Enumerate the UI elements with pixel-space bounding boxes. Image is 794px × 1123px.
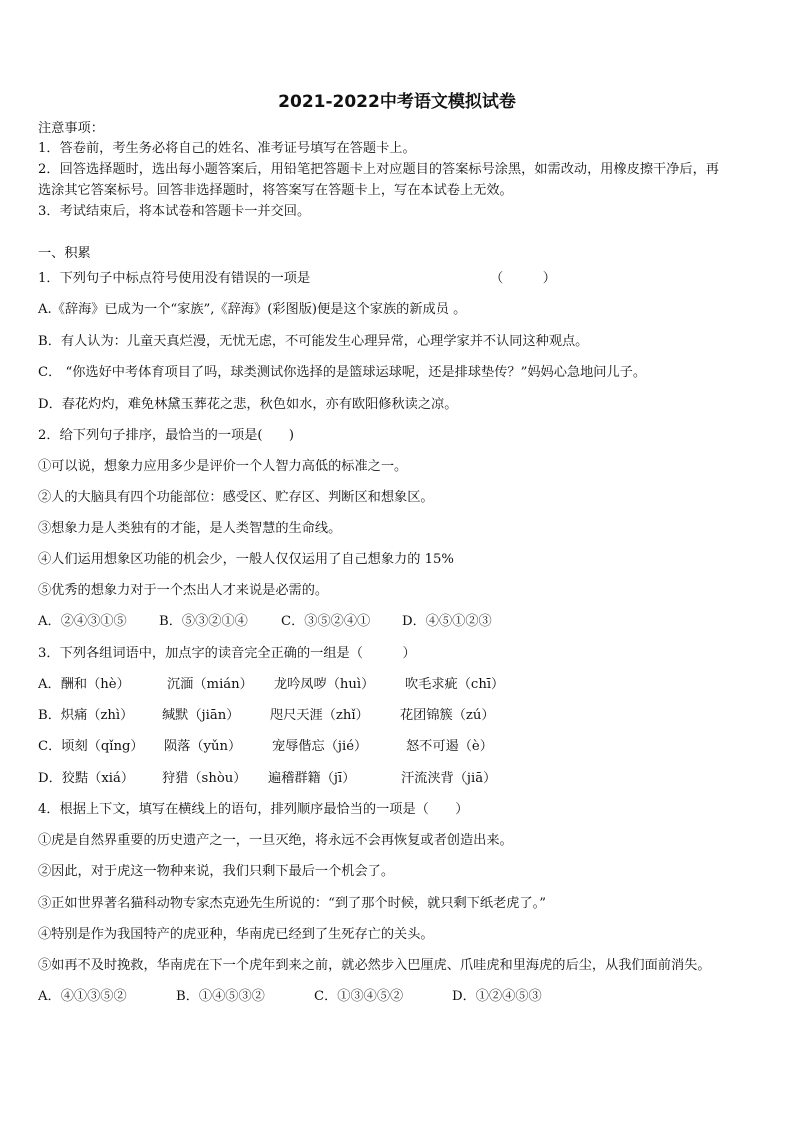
option: B．①④⑤③② [176,989,265,1004]
notice-heading: 注意事项： [38,121,104,136]
notice-item: 选涂其它答案标号。回答非选择题时，将答案写在答题卡上，写在本试卷上无效。 [38,183,513,198]
question-2-sentence: ④人们运用想象区功能的机会少，一般人仅仅运用了自己想象力的 15% [38,552,454,567]
question-2-stem: 2．给下列句子排序，最恰当的一项是( ) [38,428,295,443]
question-2-sentence: ①可以说，想象力应用多少是评价一个人智力高低的标准之一。 [38,459,408,474]
question-3-stem: 3．下列各组词语中，加点字的读音完全正确的一组是（ ） [38,646,416,661]
question-1-stem: 1．下列句子中标点符号使用没有错误的一项是 [38,271,311,286]
option: D．④⑤①②③ [402,614,492,629]
option: B．⑤③②①④ [159,614,248,629]
question-4-sentence: ③正如世界著名猫科动物专家杰克逊先生所说的：“到了那个时候，就只剩下纸老虎了。” [38,896,547,911]
question-2-sentence: ③想象力是人类独有的才能，是人类智慧的生命线。 [38,521,342,536]
answer-blank: （ ） [490,271,556,286]
question-4-sentence: ④特别是作为我国特产的虎亚种，华南虎已经到了生死存亡的关头。 [38,927,434,942]
exam-page: 2021-2022中考语文模拟试卷 注意事项： 1．答卷前，考生务必将自己的姓名、准考证号填写在答题卡上。 2．回答选择题时，选出每小题答案后，用铅笔把答题卡上对应题目的答案标号涂黑，如需改动，用橡皮擦干净后，再 选涂其它答案标号。回答非选择题时，将答案写在答题卡上，写在本试卷上无效。 3．考试结束后，将本试卷和答题卡一并交回。 一、积累 1．下列句子中标点符号使用没有错误的一项是 （ ） A.《辞海》已成为一个“家族”,《辞海》(彩图版)便是这个家族的新成员 。 B．有人认为：儿童天真烂漫，无忧无虑，不可能发生心理异常，心理学家并不认同这种观点。 C． “你选好中考体育项目了吗，球类测试你选择的是篮球运球呢，还是排球垫传？”妈妈心急地问儿子。 D．春花灼灼，难免林黛玉葬花之悲，秋色如水，亦有欧阳修秋读之凉。 2．给下列句子排序，最恰当的一项是( ) ①可以说，想象力应用多少是评价一个人智力高低的标准之一。 ②人的大脑具有四个功能部位：感受区、贮存区、判断区和想象区。 ③想象力是人类独有的才能，是人类智慧的生命线。 ④人们运用想象区功能的机会少，一般人仅仅运用了自己想象力的 15% ⑤优秀的想象力对于一个杰出人才来说是必需的。 A．②④③①⑤ B．⑤③②①④ C．③⑤②④① D．④⑤①②③ 3．下列各组词语中，加点字的读音完全正确的一组是（ ） A．酬和（hè） 沉湎（mián） 龙吟凤哕（huì） 吹毛求疵（chī） B．炽痛（zhì） 缄默（jiān） 咫尺天涯（zhǐ） 花团锦簇（zú） C．顷刻（qǐng） 陨落（yǔn） 宠辱偕忘（jié） 怒不可遏（è） D．狡黠（xiá） 狩猎（shòu） 遍稽群籍（jī） 汗流浃背（jiā） 4．根据上下文，填写在横线上的语句，排列顺序最恰当的一项是（ ） ①虎是自然界重要的历史遗产之一，一旦灭绝，将永远不会再恢复或者创造出来。 ②因此，对于虎这一物种来说，我们只剩下最后一个机会了。 ③正如世界著名猫科动物专家杰克逊先生所说的：“到了那个时候，就只剩下纸老虎了。” ④特别是作为我国特产的虎亚种，华南虎已经到了生死存亡的关头。 ⑤如再不及时挽救，华南虎在下一个虎年到来之前，就必然步入巴厘虎、爪哇虎和里海虎的后尘，从我们面前消失。 A．④①③⑤② B．①④⑤③② C．①③④⑤② D．①②④⑤③ [0,0,794,1123]
option: C．③⑤②④① [281,614,371,629]
notice-item: 2．回答选择题时，选出每小题答案后，用铅笔把答题卡上对应题目的答案标号涂黑，如需改动，用橡皮擦干净后，再 [38,162,719,177]
option: A．②④③①⑤ [38,614,127,629]
question-4-sentence: ①虎是自然界重要的历史遗产之一，一旦灭绝，将永远不会再恢复或者创造出来。 [38,833,513,848]
question-4-stem: 4．根据上下文，填写在横线上的语句，排列顺序最恰当的一项是（ ） [38,802,469,817]
question-4-sentence: ⑤如再不及时挽救，华南虎在下一个虎年到来之前，就必然步入巴厘虎、爪哇虎和里海虎的后尘，从我们面前消失。 [38,958,711,973]
question-4-sentence: ②因此，对于虎这一物种来说，我们只剩下最后一个机会了。 [38,864,395,879]
question-1-option-a: A.《辞海》已成为一个“家族”,《辞海》(彩图版)便是这个家族的新成员 。 [38,302,467,317]
notice-item: 1．答卷前，考生务必将自己的姓名、准考证号填写在答题卡上。 [38,141,416,156]
option: A．④①③⑤② [38,989,127,1004]
question-1-option-c: C． “你选好中考体育项目了吗，球类测试你选择的是篮球运球呢，还是排球垫传？”妈妈心急地问儿子。 [38,365,647,380]
question-2-sentence: ⑤优秀的想象力对于一个杰出人才来说是必需的。 [38,583,329,598]
section-heading: 一、积累 [38,246,91,261]
question-1-option-d: D．春花灼灼，难免林黛玉葬花之悲，秋色如水，亦有欧阳修秋读之凉。 [38,397,458,412]
option: D．①②④⑤③ [452,989,542,1004]
page-title: 2021-2022中考语文模拟试卷 [278,92,516,112]
question-1-option-b: B．有人认为：儿童天真烂漫，无忧无虑，不可能发生心理异常，心理学家并不认同这种观点。 [38,334,589,349]
question-2-sentence: ②人的大脑具有四个功能部位：感受区、贮存区、判断区和想象区。 [38,490,434,505]
notice-item: 3．考试结束后，将本试卷和答题卡一并交回。 [38,204,311,219]
option: C．①③④⑤② [314,989,404,1004]
